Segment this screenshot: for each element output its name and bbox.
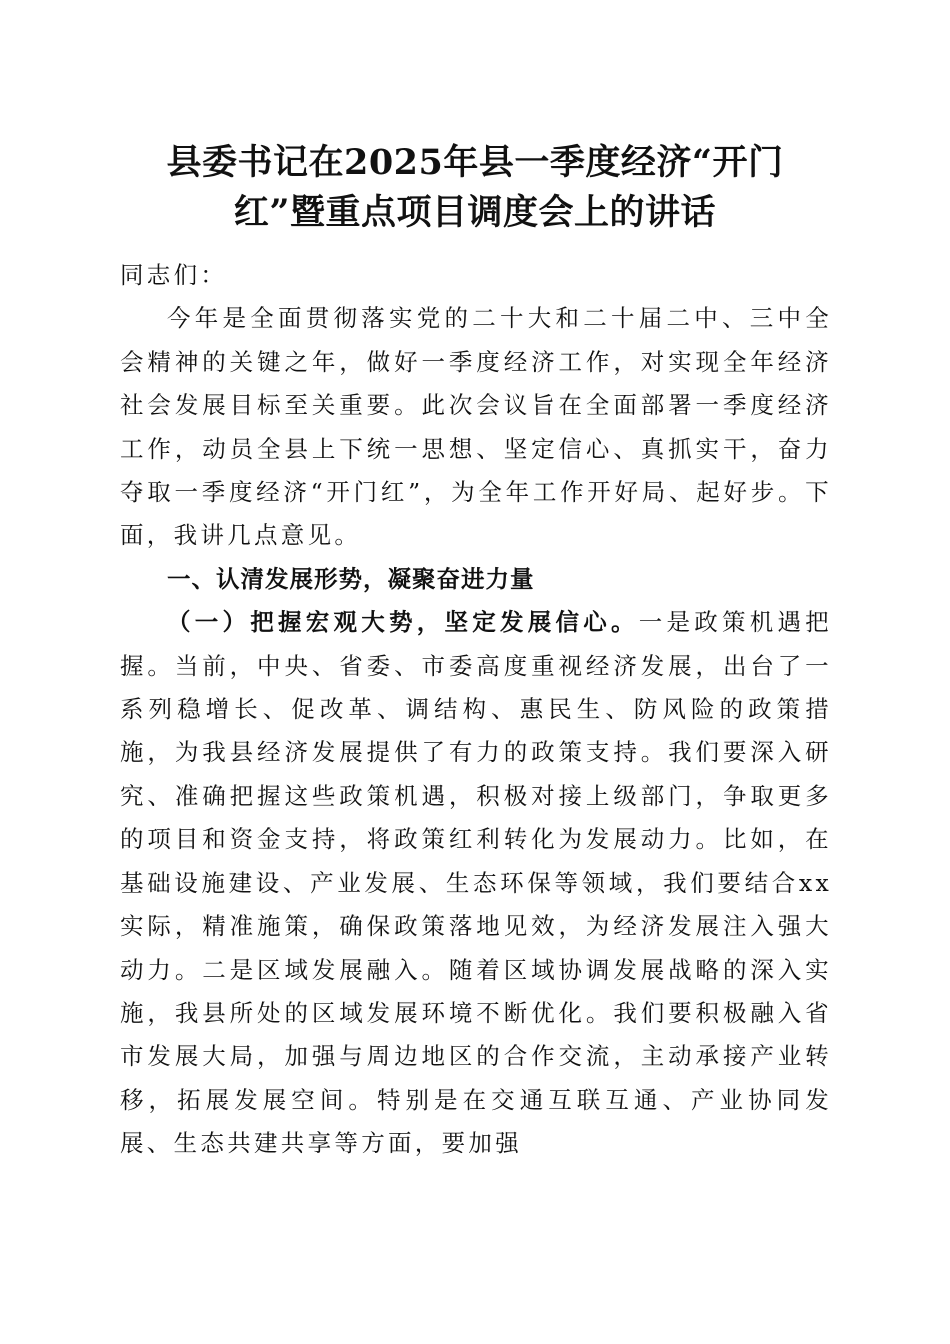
intro-paragraph: 今年是全面贯彻落实党的二十大和二十届二中、三中全会精神的关键之年，做好一季度经济工作，对实现全年经济社会发展目标至关重要。此次会议旨在全面部署一季度经济工作，动员全县上下统一思想、坚定信心、真抓实干，奋力夺取一季度经济“开门红”，为全年工作开好局、起好步。下面，我讲几点意见。 — [120, 304, 832, 550]
document-body — [120, 254, 832, 1166]
title-line-1: 县委书记在2025年县一季度经济“开门 — [166, 142, 784, 183]
subsection-paragraph-1 — [120, 601, 832, 1165]
title-line-2: 红”暨重点项目调度会上的讲话 — [233, 192, 717, 233]
subsection-body-1: 一是政策机遇把握。当前，中央、省委、市委高度重视经济发展，出台了一系列稳增长、促改革、调结构、惠民生、防风险的政策措施，为我县经济发展提供了有力的政策支持。我们要深入研究、准确把握这些政策机遇，积极对接上级部门，争取更多的项目和资金支持，将政策红利转化为发展动力。比如，在基础设施建设、产业发展、生态环保等领域，我们要结合xx实际，精准施策，确保政策落地见效，为经济发展注入强大动力。二是区域发展融入。随着区域协调发展战略的深入实施，我县所处的区域发展环境不断优化。我们要积极融入省市发展大局，加强与周边地区的合作交流，主动承接产业转移，拓展发展空间。特别是在交通互联互通、产业协同发展、生态共建共享等方面，要加强 — [120, 608, 832, 1158]
document-title — [120, 138, 830, 238]
section-heading-1: 一、认清发展形势，凝聚奋进力量 — [167, 564, 535, 593]
salutation: 同志们： — [120, 261, 228, 289]
subsection-heading-1: （一）把握宏观大势，坚定发展信心。 — [167, 608, 639, 637]
